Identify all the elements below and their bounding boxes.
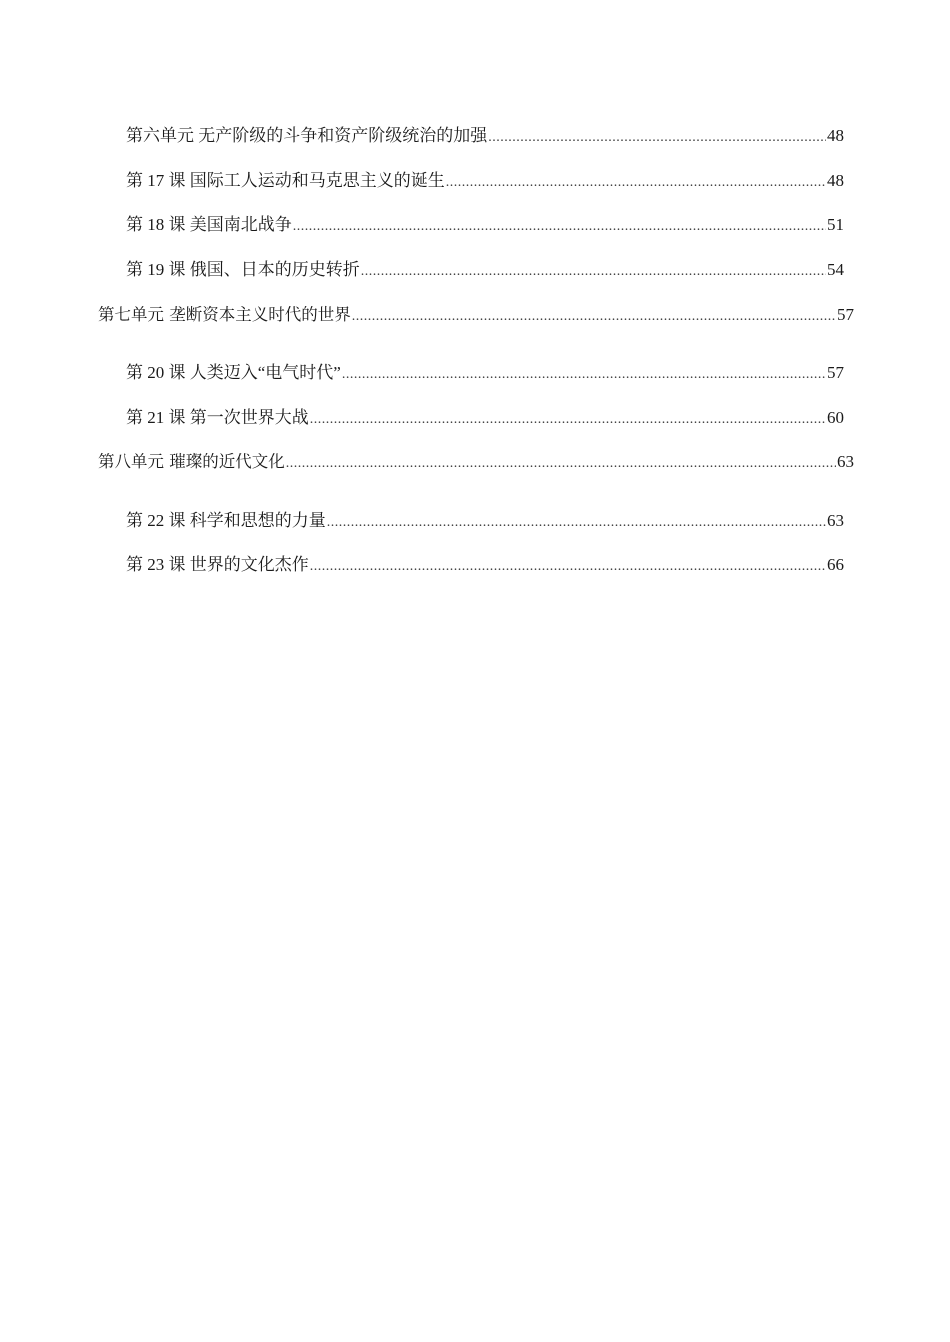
toc-entry-lesson-20[interactable] [126, 361, 844, 387]
toc-entry-lesson-21[interactable] [126, 406, 844, 432]
toc-page-number: 57 [827, 363, 844, 382]
toc-entry-title: 第 22 课 科学和思想的力量 [126, 511, 326, 530]
toc-entry-title: 第六单元 无产阶级的斗争和资产阶级统治的加强 [126, 126, 488, 145]
toc-dot-leader [310, 408, 826, 432]
toc-dot-leader [361, 260, 826, 284]
toc-dot-leader [310, 555, 826, 579]
toc-page-number: 57 [837, 305, 854, 324]
toc-entry-unit-6[interactable] [126, 124, 844, 150]
toc-entry-lesson-23[interactable] [126, 553, 844, 579]
toc-page-number: 63 [827, 511, 844, 530]
toc-page-number: 48 [827, 171, 844, 190]
toc-entry-title: 第 17 课 国际工人运动和马克思主义的诞生 [126, 171, 445, 190]
toc-page-number: 51 [827, 215, 844, 234]
toc-entry-title: 第 20 课 人类迈入“电气时代” [126, 363, 341, 382]
toc-dot-leader [446, 171, 826, 195]
toc-entry-lesson-17[interactable] [126, 169, 844, 195]
toc-entry-lesson-22[interactable] [126, 509, 844, 535]
toc-dot-leader [488, 126, 826, 150]
toc-dot-leader [342, 363, 826, 387]
toc-page-number: 66 [827, 555, 844, 574]
toc-entry-title: 第 23 课 世界的文化杰作 [126, 555, 309, 574]
toc-dot-leader [286, 452, 836, 476]
toc-entry-lesson-19[interactable] [126, 258, 844, 284]
toc-entry-title: 第八单元 璀璨的近代文化 [98, 452, 285, 471]
toc-page-number: 48 [827, 126, 844, 145]
toc-entry-title: 第 21 课 第一次世界大战 [126, 408, 309, 427]
toc-page-number: 63 [837, 452, 854, 471]
toc-entry-title: 第 18 课 美国南北战争 [126, 215, 292, 234]
toc-entry-title: 第七单元 垄断资本主义时代的世界 [98, 305, 351, 324]
toc-dot-leader [327, 511, 826, 535]
toc-page-number: 54 [827, 260, 844, 279]
toc-page-number: 60 [827, 408, 844, 427]
toc-entry-unit-8[interactable] [98, 450, 854, 476]
toc-dot-leader [293, 215, 826, 239]
toc-entry-unit-7[interactable] [98, 303, 854, 329]
toc-entry-lesson-18[interactable] [126, 213, 844, 239]
toc-entry-title: 第 19 课 俄国、日本的历史转折 [126, 260, 360, 279]
toc-dot-leader [352, 305, 836, 329]
